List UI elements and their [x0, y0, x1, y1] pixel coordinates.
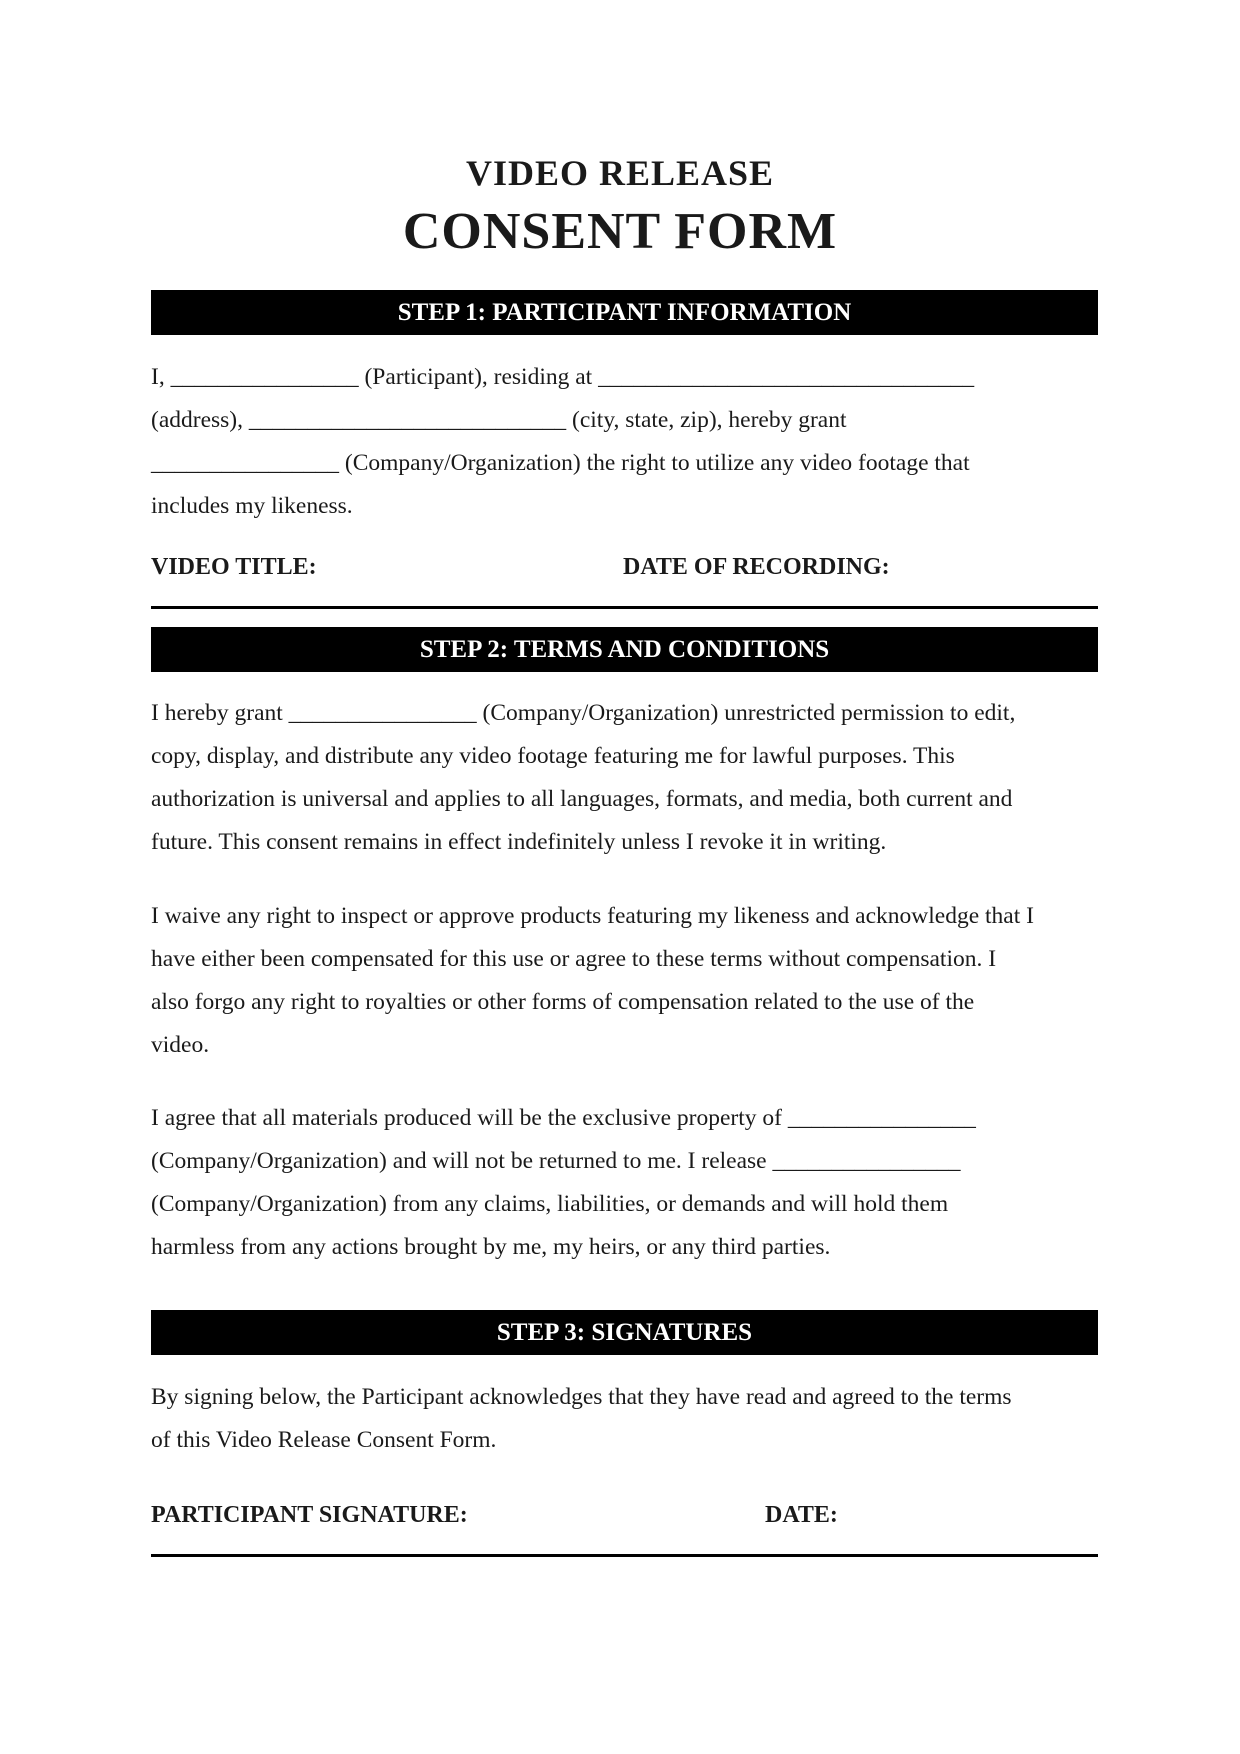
step1-line: includes my likeness.	[151, 493, 353, 519]
step1-heading-bar: STEP 1: PARTICIPANT INFORMATION	[151, 290, 1098, 335]
step2-p1-line: authorization is universal and applies to all languages, formats, and media, both current and	[151, 786, 1013, 812]
step2-p1-line: copy, display, and distribute any video footage featuring me for lawful purposes. This	[151, 743, 955, 769]
step3-field-row	[151, 1502, 1098, 1557]
step1-line: (address), ___________________________ (city, state, zip), hereby grant	[151, 407, 847, 433]
step3-paragraph	[151, 1376, 1098, 1462]
step1-line: ________________ (Company/Organization) the right to utilize any video footage that	[151, 450, 970, 476]
step3-line: of this Video Release Consent Form.	[151, 1427, 497, 1453]
date-label: DATE:	[765, 1502, 838, 1528]
step2-p2-line: I waive any right to inspect or approve products featuring my likeness and acknowledge that I	[151, 903, 1034, 929]
step2-paragraph-1	[151, 692, 1098, 864]
step2-p3-line: (Company/Organization) from any claims, liabilities, or demands and will hold them	[151, 1191, 949, 1217]
video-title-label: VIDEO TITLE:	[151, 554, 317, 580]
step2-paragraph-2	[151, 895, 1098, 1067]
step2-p2-line: video.	[151, 1032, 210, 1058]
step2-p1-line: future. This consent remains in effect indefinitely unless I revoke it in writing.	[151, 829, 887, 855]
step2-p2-line: have either been compensated for this use or agree to these terms without compensation. I	[151, 946, 997, 972]
step2-heading-bar: STEP 2: TERMS AND CONDITIONS	[151, 627, 1098, 672]
step1-paragraph	[151, 356, 1098, 528]
step1-field-row	[151, 554, 1098, 609]
step3-heading-bar: STEP 3: SIGNATURES	[151, 1310, 1098, 1355]
step2-p3-line: I agree that all materials produced will be the exclusive property of ________________	[151, 1105, 976, 1131]
date-of-recording-label: DATE OF RECORDING:	[623, 554, 890, 580]
step2-p2-line: also forgo any right to royalties or other forms of compensation related to the use of the	[151, 989, 975, 1015]
step2-p3-line: harmless from any actions brought by me, my heirs, or any third parties.	[151, 1234, 831, 1260]
participant-signature-label: PARTICIPANT SIGNATURE:	[151, 1502, 468, 1528]
form-title-line2: CONSENT FORM	[402, 203, 838, 260]
step1-line: I, ________________ (Participant), residing at ________________________________	[151, 364, 975, 390]
step2-p1-line: I hereby grant ________________ (Company/Organization) unrestricted permission to edit,	[151, 700, 1016, 726]
step2-p3-line: (Company/Organization) and will not be returned to me. I release ________________	[151, 1148, 961, 1174]
step3-line: By signing below, the Participant acknowledges that they have read and agreed to the terms	[151, 1384, 1012, 1410]
form-title-line1: VIDEO RELEASE	[465, 153, 775, 193]
step2-paragraph-3	[151, 1097, 1098, 1269]
